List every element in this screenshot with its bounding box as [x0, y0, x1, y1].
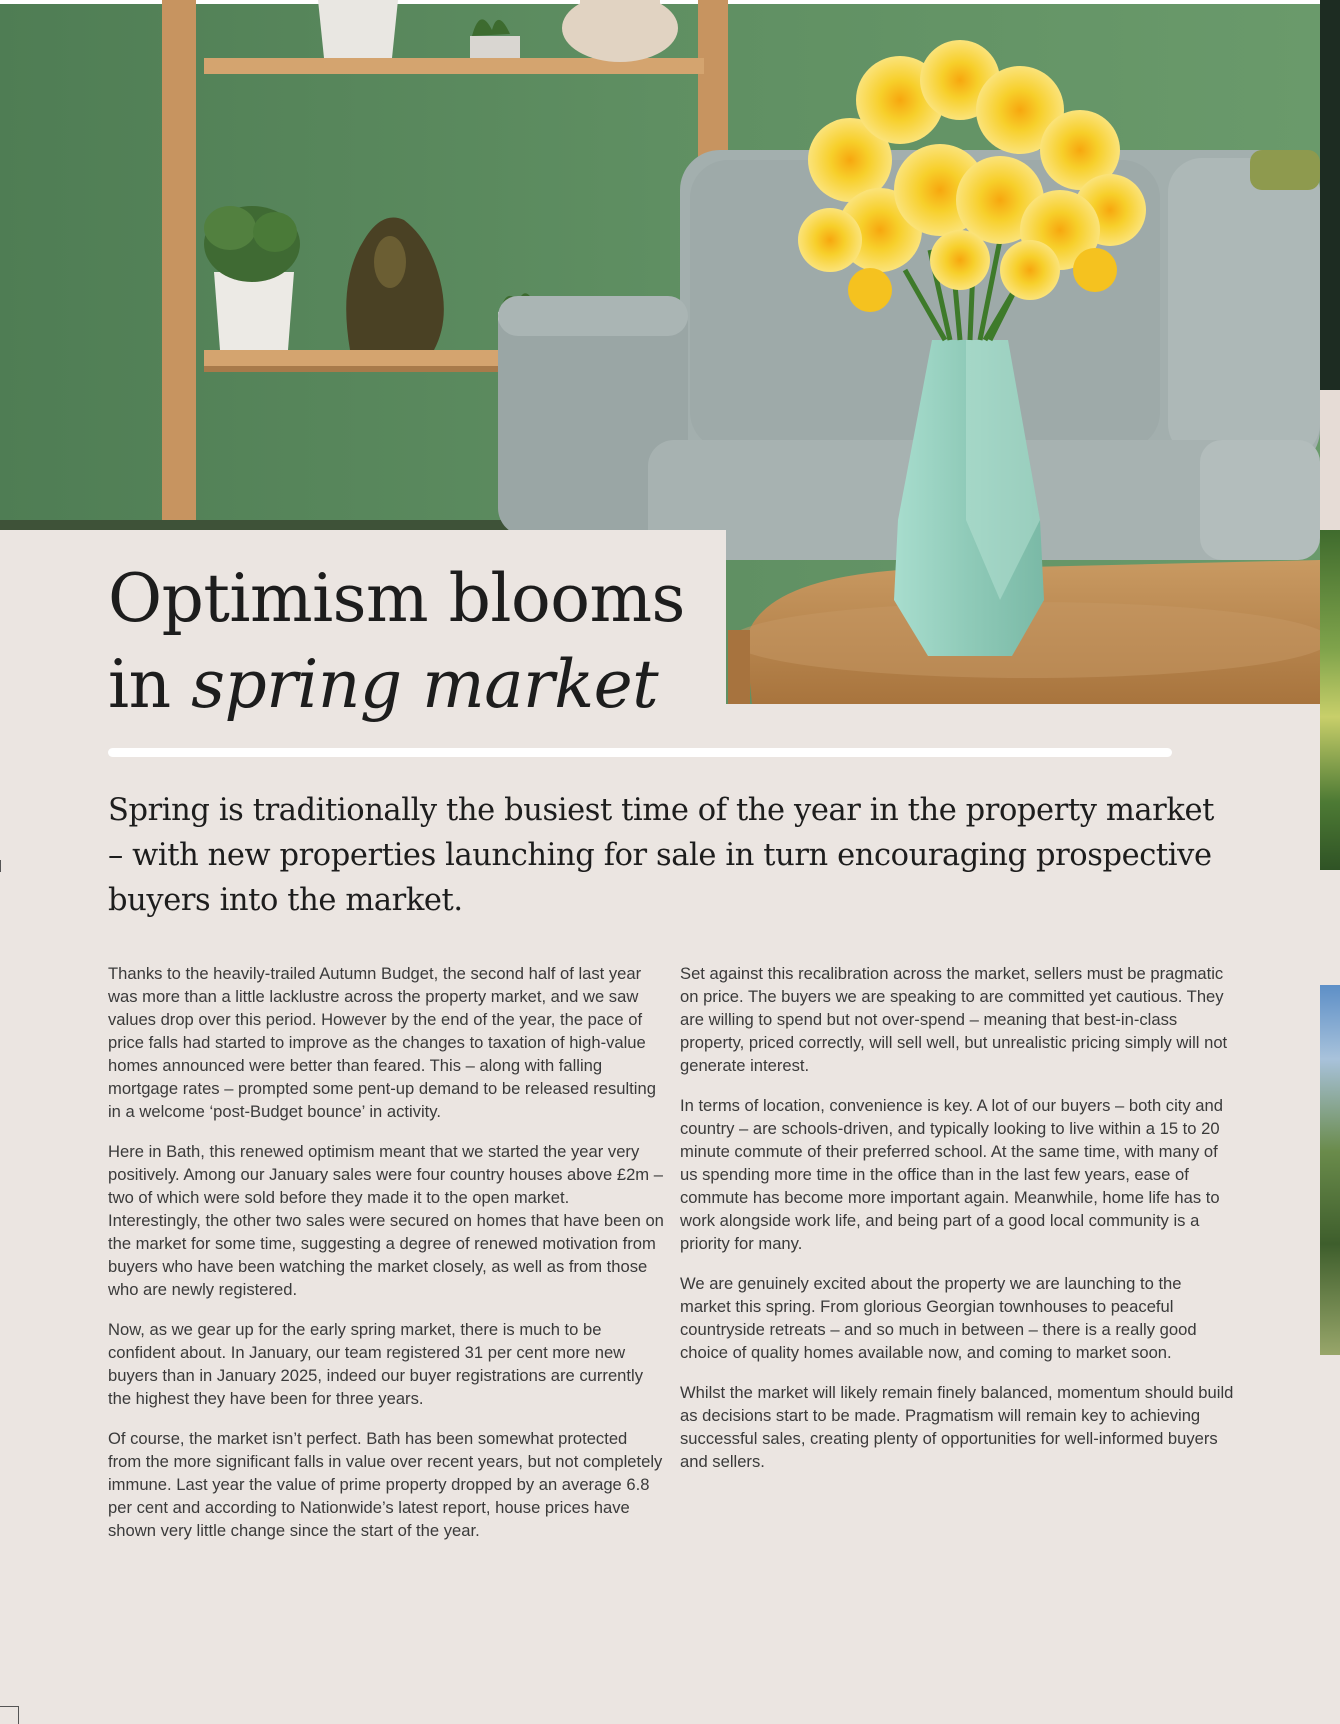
divider	[108, 748, 1172, 757]
paragraph: Here in Bath, this renewed optimism meant that we started the year very positively. Among our January sales were four country houses above £2m – two of which were sold before they made it to the open market. Interestingly, the other two sales were secured on homes that have been on the market for some time, suggesting a degree of renewed motivation from buyers who have been watching the market closely, as well as from those who are newly registered.	[108, 1142, 664, 1299]
headline-line1: Optimism blooms	[108, 560, 685, 637]
crop-mark	[0, 860, 1, 872]
paragraph: Of course, the market isn’t perfect. Bath has been somewhat protected from the more significant falls in value over recent years, but not completely immune. Last year the value of prime property dropped by an average 6.8 per cent and according to Nationwide’s latest report, house prices have shown very little change since the start of the year.	[108, 1429, 663, 1540]
body-column-left	[108, 962, 664, 1559]
crop-mark	[0, 1706, 18, 1707]
paragraph: Now, as we gear up for the early spring market, there is much to be confident about. In January, our team registered 31 per cent more new buyers than in January 2025, indeed our buyer registrations are currently the highest they have been for three years.	[108, 1320, 643, 1408]
headline-line2-plain: in	[108, 646, 192, 723]
next-page-bleed	[1320, 390, 1340, 530]
next-page-bleed	[1320, 0, 1340, 390]
next-page-bleed	[1320, 985, 1340, 1355]
next-page-bleed	[1320, 530, 1340, 870]
standfirst: Spring is traditionally the busiest time of the year in the property market – with new properties launching for sale in turn encouraging prospective buyers into the market.	[108, 793, 1214, 918]
headline-line2-italic: spring market	[191, 646, 659, 723]
paragraph: In terms of location, convenience is key. A lot of our buyers – both city and country – are schools-driven, and typically looking to live within a 15 to 20 minute commute of their preferred school. At the same time, with many of us spending more time in the office than in the last few years, ease of commute has become more important again. Meanwhile, home life has to work alongside work life, and being part of a good local community is a priority for many.	[680, 1096, 1223, 1253]
paragraph: Thanks to the heavily-trailed Autumn Budget, the second half of last year was more than a little lacklustre across the property market, and we saw values drop over this period. However by the end of the year, the pace of price falls had started to improve as the changes to taxation of high-value homes announced were better than feared. This – along with falling mortgage rates – prompted some pent-up demand to be released resulting in a welcome ‘post-Budget bounce’ in activity.	[108, 964, 656, 1121]
paragraph: Set against this recalibration across the market, sellers must be pragmatic on price. The buyers we are speaking to are committed yet cautious. They are willing to spend but not over-spend – meaning that best-in-class property, priced correctly, will sell well, but unrealistic pricing simply will not generate interest.	[680, 964, 1228, 1075]
body-column-right	[680, 962, 1236, 1490]
page-title	[108, 556, 708, 728]
crop-mark	[18, 1706, 19, 1724]
paragraph: We are genuinely excited about the property we are launching to the market this spring. From glorious Georgian townhouses to peaceful countryside retreats – and so much in between – there is a really good choice of quality homes available now, and coming to market soon.	[680, 1274, 1197, 1362]
paragraph: Whilst the market will likely remain finely balanced, momentum should build as decisions start to be made. Pragmatism will remain key to achieving successful sales, creating plenty of opportunities for well-informed buyers and sellers.	[680, 1383, 1234, 1471]
